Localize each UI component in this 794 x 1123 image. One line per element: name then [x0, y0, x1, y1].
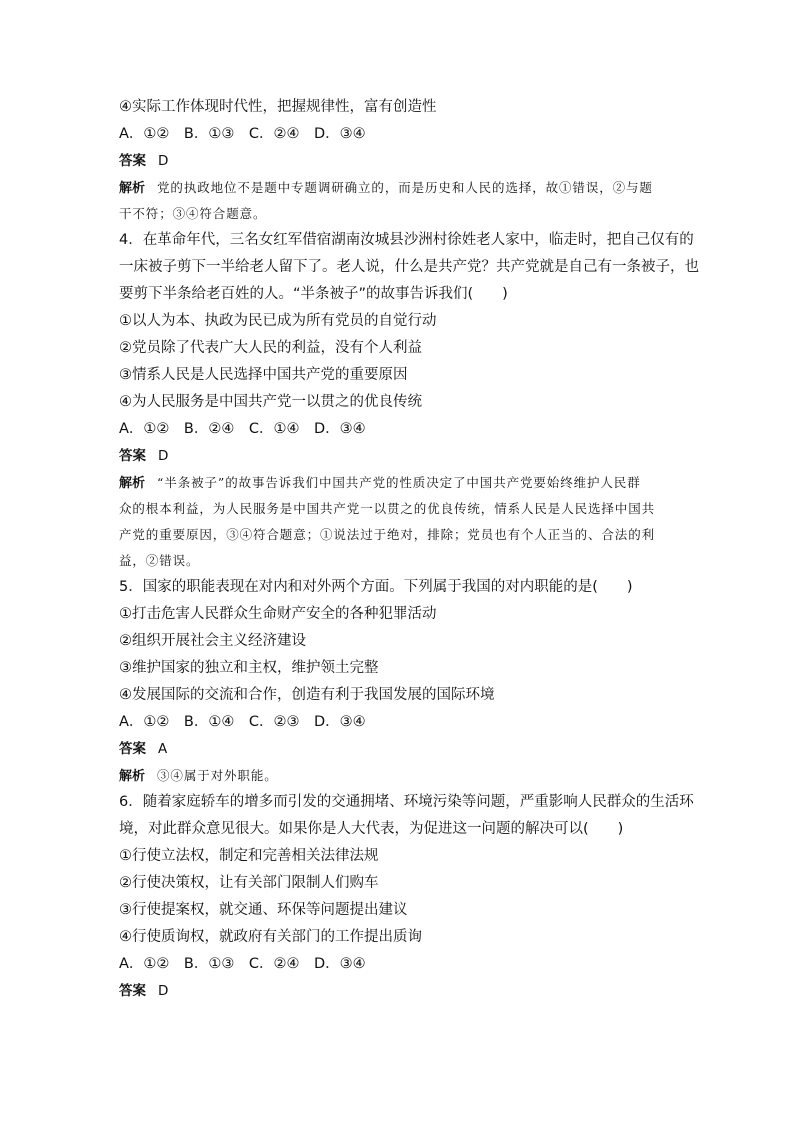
analysis-line: 产党的重要原因，③④符合题意；①说法过于绝对，排除；党员也有个人正当的、合法的利	[119, 527, 656, 542]
analysis-line: 众的根本利益，为人民服务是中国共产党一以贯之的优良传统，情系人民是人民选择中国共	[119, 501, 656, 516]
q6-option-1: ①行使立法权，制定和完善相关法律法规	[119, 848, 379, 864]
q6-stem-line: 境，对此群众意见很大。如果你是人大代表，为促进这一问题的解决可以( )	[119, 821, 624, 837]
q5-option-2: ②组织开展社会主义经济建设	[119, 633, 306, 649]
q5-answer	[119, 736, 699, 763]
analysis-line: 解析 “半条被子”的故事告诉我们中国共产党的性质决定了中国共产党要始终维护人民群	[119, 475, 641, 491]
document-page	[119, 94, 699, 1005]
q5-option-1: ①打击危害人民群众生命财产安全的各种犯罪活动	[119, 606, 437, 622]
q4-stem-line: 要剪下半条给老百姓的人。“半条被子”的故事告诉我们( )	[119, 286, 508, 302]
q5-option-3: ③维护国家的独立和主权，维护领土完整	[119, 660, 379, 676]
answer-label: 答案	[119, 153, 146, 169]
answer-label: 答案	[119, 741, 146, 757]
analysis-line: 干不符；③④符合题意。	[119, 206, 267, 221]
q4-analysis	[119, 470, 699, 574]
q6-answer	[119, 978, 699, 1005]
q4-option-3: ③情系人民是人民选择中国共产党的重要原因	[119, 367, 408, 383]
answer-label: 答案	[119, 983, 146, 999]
q4-answer	[119, 443, 699, 470]
q6-option-3: ③行使提案权，就交通、环保等问题提出建议	[119, 902, 408, 918]
analysis-label: 解析	[119, 181, 146, 196]
answer-value: D	[158, 448, 169, 464]
q5-analysis	[119, 763, 699, 789]
analysis-line: 益，②错误。	[119, 553, 200, 568]
q6-option-2: ②行使决策权，让有关部门限制人们购车	[119, 875, 379, 891]
q3-answer	[119, 148, 699, 175]
q6-stem-line: 6．随着家庭轿车的增多而引发的交通拥堵、环境污染等问题，严重影响人民群众的生活环	[119, 794, 694, 810]
q5-option-4: ④发展国际的交流和合作，创造有利于我国发展的国际环境	[119, 687, 495, 703]
q4-option-2: ②党员除了代表广大人民的利益，没有个人利益	[119, 340, 422, 356]
answer-value: D	[158, 153, 169, 169]
q5-choices: A．①② B．①④ C．②③ D．③④	[119, 714, 366, 730]
q3-analysis	[119, 175, 699, 227]
answer-label: 答案	[119, 448, 146, 464]
q4-stem-line: 4．在革命年代，三名女红军借宿湖南汝城县沙洲村徐姓老人家中，临走时，把自己仅有的	[119, 232, 694, 248]
answer-value: D	[158, 983, 169, 999]
q6-choices: A．①② B．①③ C．②④ D．③④	[119, 956, 366, 972]
answer-value: A	[158, 741, 168, 757]
q3-option-4: ④实际工作体现时代性，把握规律性，富有创造性	[119, 99, 437, 115]
analysis-line: 解析 ③④属于对外职能。	[119, 768, 278, 784]
q5-stem-line: 5．国家的职能表现在对内和对外两个方面。下列属于我国的对内职能的是( )	[119, 579, 633, 595]
q4-choices: A．①② B．②④ C．①④ D．③④	[119, 421, 366, 437]
q6-option-4: ④行使质询权，就政府有关部门的工作提出质询	[119, 929, 422, 945]
q4-option-4: ④为人民服务是中国共产党一以贯之的优良传统	[119, 394, 422, 410]
q3-choices: A．①② B．①③ C．②④ D．③④	[119, 126, 366, 142]
analysis-label: 解析	[119, 476, 146, 491]
q4-stem-line: 一床被子剪下一半给老人留下了。老人说，什么是共产党？共产党就是自己有一条被子，也	[119, 259, 699, 275]
analysis-line: 解析 党的执政地位不是题中专题调研确立的，而是历史和人民的选择，故①错误，②与题	[119, 180, 653, 196]
analysis-label: 解析	[119, 769, 146, 784]
q4-option-1: ①以人为本、执政为民已成为所有党员的自觉行动	[119, 313, 437, 329]
